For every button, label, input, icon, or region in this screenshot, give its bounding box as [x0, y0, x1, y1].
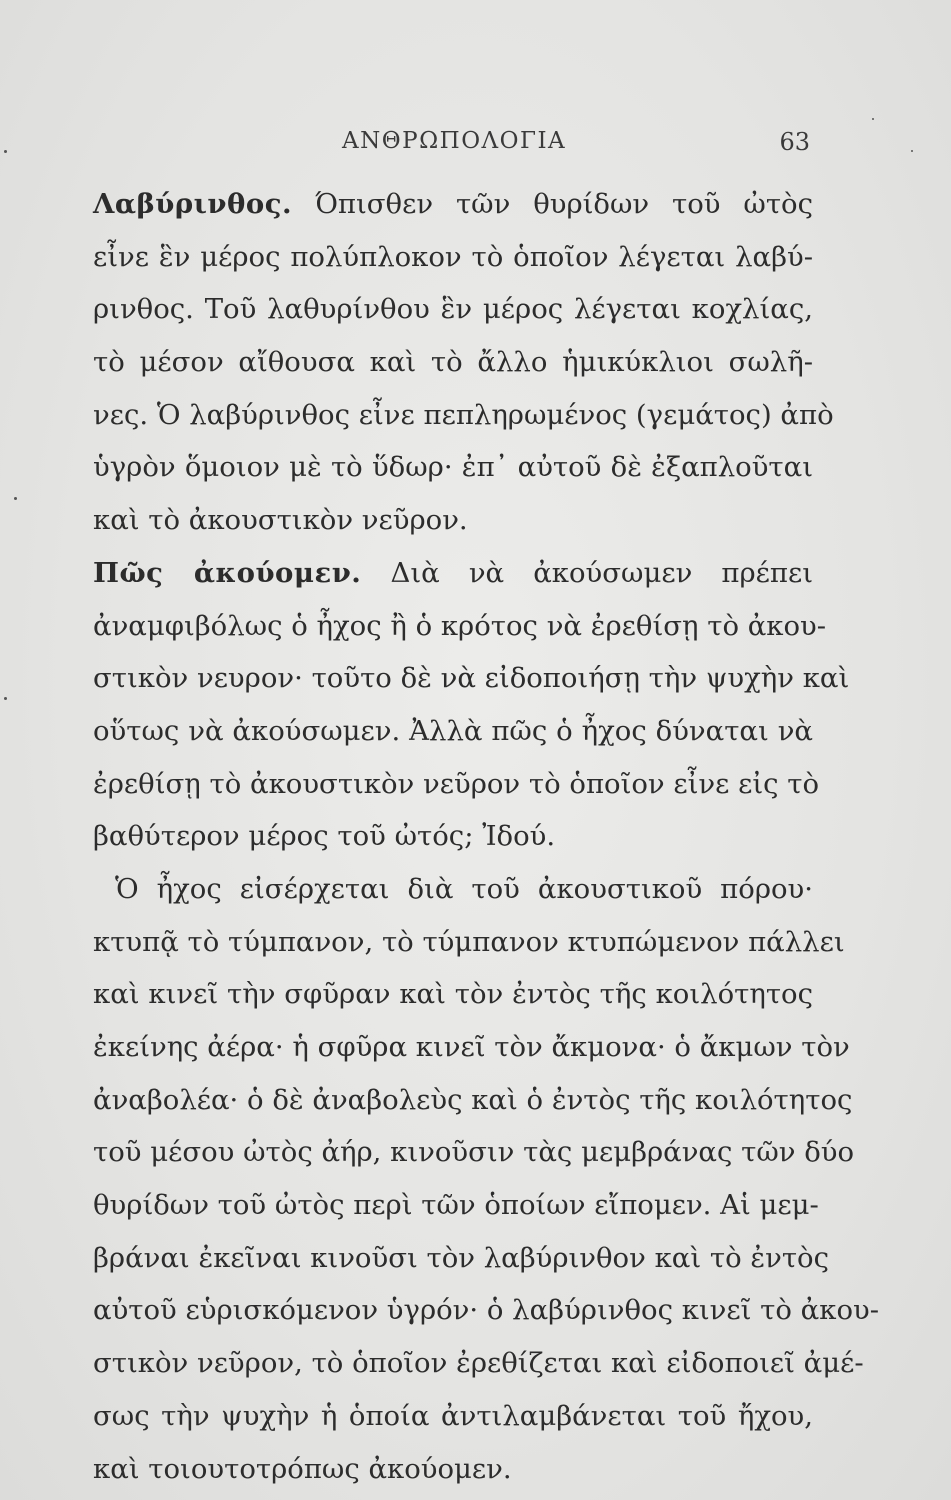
- paragraph-2-line-6: βαθύτερον μέρος τοῦ ὠτός; Ἰδού.: [93, 820, 556, 853]
- body-text: [93, 178, 880, 1495]
- section-heading-labyrinth: Λαβύρινθος.: [93, 188, 293, 220]
- paragraph-2-line-1: [93, 547, 813, 600]
- scan-speck: [14, 497, 17, 500]
- scan-speck: [911, 150, 913, 152]
- paragraph-1-line-2: εἶνε ἓν μέρος πολύπλοκον τὸ ὁποῖον λέγεται λαβύ-: [93, 240, 813, 273]
- paragraph-3-line-10: στικὸν νεῦρον, τὸ ὁποῖον ἐρεθίζεται καὶ εἰδοποιεῖ ἀμέ-: [93, 1347, 864, 1380]
- paragraph-3-line-2: κτυπᾷ τὸ τύμπανον, τὸ τύμπανον κτυπώμενον πάλλει: [93, 925, 845, 958]
- paragraph-3-line-7: θυρίδων τοῦ ὠτὸς περὶ τῶν ὁποίων εἴπομεν. Αἱ μεμ-: [93, 1189, 819, 1222]
- section-heading-how-we-hear: Πῶς ἀκούομεν.: [93, 556, 362, 589]
- paragraph-2-line-5: ἐρεθίσῃ τὸ ἀκουστικὸν νεῦρον τὸ ὁποῖον εἶνε εἰς τὸ: [93, 767, 820, 800]
- paragraph-1-line-5: νες. Ὁ λαβύρινθος εἶνε πεπληρωμένος (γεμάτος) ἀπὸ: [93, 398, 834, 431]
- page-number: 63: [779, 128, 810, 156]
- paragraph-3-line-12: καὶ τοιουτοτρόπως ἀκούομεν.: [93, 1452, 512, 1485]
- paragraph-1-line-3: ρινθος. Τοῦ λαθυρίνθου ἓν μέρος λέγεται κοχλίας,: [93, 293, 813, 326]
- paragraph-3-line-5: ἀναβολέα· ὁ δὲ ἀναβολεὺς καὶ ὁ ἐντὸς τῆς κοιλότητος: [93, 1083, 853, 1116]
- paragraph-3-line-9: αὐτοῦ εὑρισκόμενον ὑγρόν· ὁ λαβύρινθος κινεῖ τὸ ἀκου-: [93, 1294, 880, 1327]
- scan-speck: [4, 150, 7, 153]
- paragraph-1-line-6: ὑγρὸν ὅμοιον μὲ τὸ ὕδωρ· ἐπ᾽ αὐτοῦ δὲ ἐξαπλοῦται: [93, 451, 813, 484]
- paragraph-2-line-2: ἀναμφιβόλως ὁ ἦχος ἢ ὁ κρότος νὰ ἐρεθίσῃ τὸ ἀκου-: [93, 609, 827, 642]
- paragraph-1-line-4: τὸ μέσον αἴθουσα καὶ τὸ ἄλλο ἡμικύκλιοι σωλῆ-: [93, 346, 813, 379]
- paragraph-3-line-11: σως τὴν ψυχὴν ἡ ὁποία ἀντιλαμβάνεται τοῦ ἤχου,: [93, 1399, 813, 1432]
- scan-speck: [4, 697, 7, 700]
- line-text: Όπισθεν τῶν θυρίδων τοῦ ὠτὸς: [314, 188, 814, 220]
- scan-speck: [872, 118, 874, 120]
- paragraph-3-line-3: καὶ κινεῖ τὴν σφῦραν καὶ τὸν ἐντὸς τῆς κοιλότητος: [93, 978, 813, 1011]
- paragraph-3-line-8: βράναι ἐκεῖναι κινοῦσι τὸν λαβύρινθον καὶ τὸ ἐντὸς: [93, 1241, 830, 1274]
- paragraph-1-line-1: [93, 178, 813, 231]
- running-head: ΑΝΘΡΩΠΟΛΟΓΙΑ: [342, 128, 567, 154]
- paragraph-2-line-3: στικὸν νευρον· τοῦτο δὲ νὰ εἰδοποιήσῃ τὴν ψυχὴν καὶ: [93, 662, 850, 695]
- paragraph-3-line-4: ἐκείνης ἀέρα· ἡ σφῦρα κινεῖ τὸν ἄκμονα· ὁ ἄκμων τὸν: [93, 1031, 850, 1063]
- paragraph-2-line-4: οὕτως νὰ ἀκούσωμεν. Ἀλλὰ πῶς ὁ ἦχος δύναται νὰ: [93, 714, 813, 747]
- line-text: Διὰ νὰ ἀκούσωμεν πρέπει: [390, 556, 814, 589]
- paragraph-3-line-1: Ὁ ἦχος εἰσέρχεται διὰ τοῦ ἀκουστικοῦ πόρου·: [115, 872, 813, 905]
- paragraph-1-line-7: καὶ τὸ ἀκουστικὸν νεῦρον.: [93, 504, 468, 537]
- page-header: [100, 128, 810, 168]
- paragraph-3-line-6: τοῦ μέσου ὠτὸς ἀήρ, κινοῦσιν τὰς μεμβράνας τῶν δύο: [93, 1136, 855, 1169]
